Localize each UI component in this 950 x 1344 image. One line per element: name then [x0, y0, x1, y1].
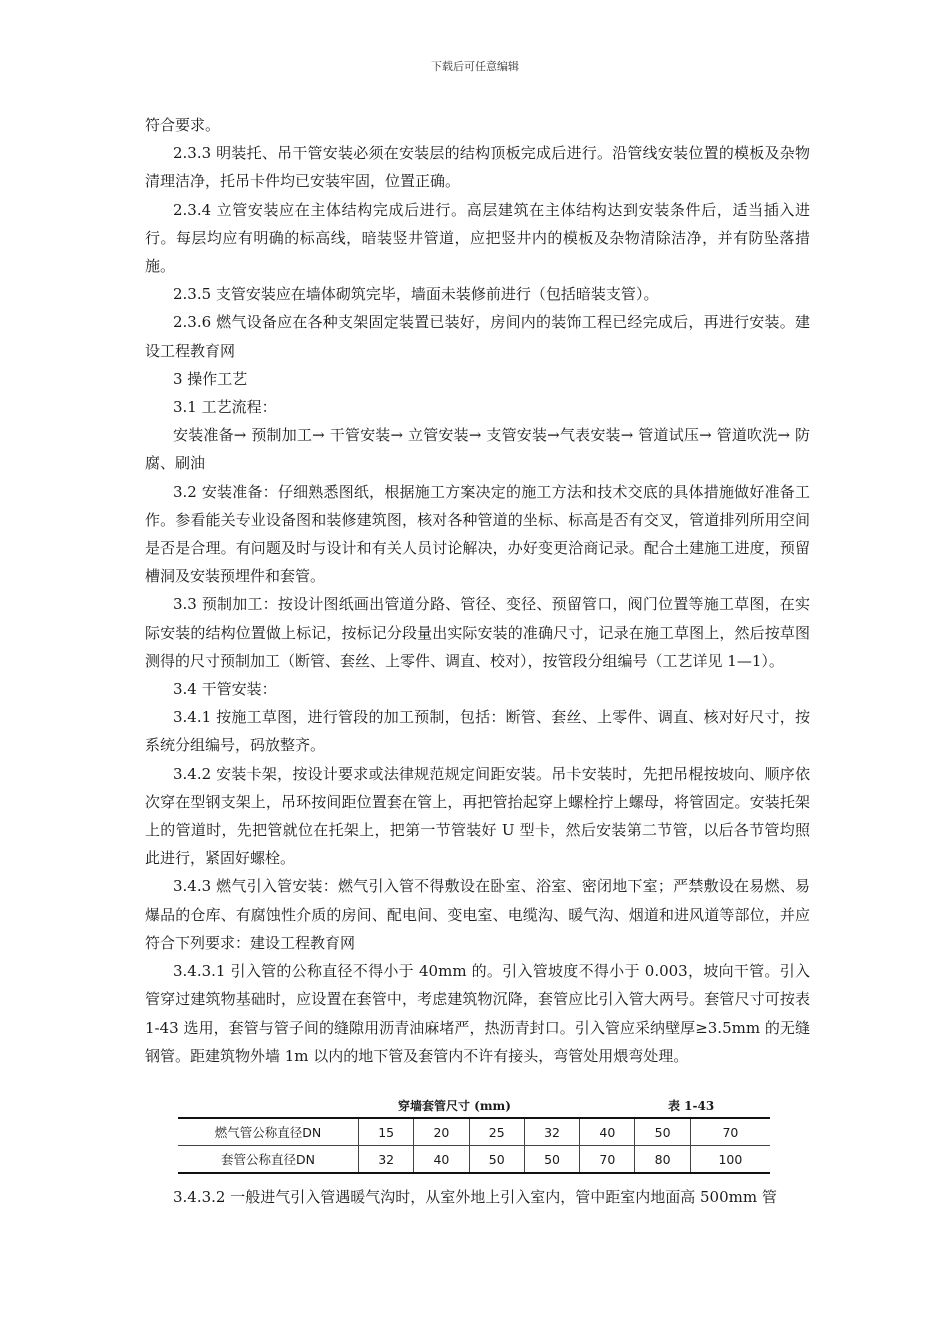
table-cell: 32 [524, 1118, 579, 1146]
table-cell: 100 [690, 1146, 770, 1174]
paragraph: 3.2 安装准备：仔细熟悉图纸，根据施工方案决定的施工方法和技术交底的具体措施做好准备工作。参看能关专业设备图和装修建筑图，核对各种管道的坐标、标高是否有交叉，管道排列所用空间是否是合理。有问题及时与设计和有关人员讨论解决，办好变更洽商记录。配合土建施工进度，预留槽洞及安装预埋件和套管。 [145, 482, 810, 586]
paragraph: 2.3.5 支管安装应在墙体砌筑完毕，墙面未装修前进行（包括暗装支管）。 [173, 285, 659, 304]
table-cell: 50 [469, 1146, 524, 1174]
table-cell: 80 [635, 1146, 690, 1174]
paragraph: 3.4.3.1 引入管的公称直径不得小于 40mm 的。引入管坡度不得小于 0.003，坡向干管。引入管穿过建筑物基础时，应设置在套管中，考虑建筑物沉降，套管应比引入管大两号。套管尺寸可按表 1-43 选用，套管与管子间的缝隙用沥青油麻堵严，热沥青封口。引入管应采纳壁厚≥3.5mm 的无缝钢管。距建筑物外墙 1m 以内的地下管及套管内不许有接头，弯管处用煨弯处理。 [145, 962, 810, 1065]
sleeve-size-table [178, 1095, 770, 1174]
paragraph: 2.3.3 明装托、吊干管安装必须在安装层的结构顶板完成后进行。沿管线安装位置的模板及杂物清理洁净，托吊卡件均已安装牢固，位置正确。 [145, 144, 810, 191]
table-cell: 70 [580, 1146, 635, 1174]
table-cell: 50 [524, 1146, 579, 1174]
table-row [178, 1146, 770, 1174]
paragraph: 符合要求。 [145, 116, 221, 134]
paragraph: 3.4.3 燃气引入管安装：燃气引入管不得敷设在卧室、浴室、密闭地下室；严禁敷设在易燃、易爆品的仓库、有腐蚀性介质的房间、配电间、变电室、电缆沟、暖气沟、烟道和进风道等部位，并应符合下列要求：建设工程教育网 [145, 877, 810, 952]
table-caption [178, 1095, 770, 1117]
section-heading: 3.4 干管安装： [173, 680, 277, 699]
paragraph: 3.4.1 按施工草图，进行管段的加工预制，包括：断管、套丝、上零件、调直、核对好尺寸，按系统分组编号，码放整齐。 [145, 708, 810, 755]
paragraph: 3.4.3.2 一般进气引入管遇暖气沟时，从室外地上引入室内，管中距室内地面高 500mm 管 [173, 1188, 777, 1206]
paragraph: 2.3.6 燃气设备应在各种支架固定装置已装好，房间内的装饰工程已经完成后，再进行安装。建设工程教育网 [145, 313, 810, 360]
table-row [178, 1118, 770, 1146]
table-cell: 32 [359, 1146, 414, 1174]
table-cell: 70 [690, 1118, 770, 1146]
table-cell: 50 [635, 1118, 690, 1146]
process-flow: 安装准备→ 预制加工→ 干管安装→ 立管安装→ 支管安装→气表安装→ 管道试压→ 管道吹洗→ 防腐、刷油 [145, 426, 810, 473]
continued-text [145, 1183, 810, 1211]
row-header: 套管公称直径DN [178, 1146, 359, 1174]
table-cell: 40 [414, 1146, 469, 1174]
data-table [178, 1117, 770, 1174]
table-cell: 40 [580, 1118, 635, 1146]
row-header: 燃气管公称直径DN [178, 1118, 359, 1146]
table-title: 穿墙套管尺寸 (mm) [398, 1099, 511, 1113]
page-header: 下载后可任意编辑 [431, 60, 519, 73]
section-heading: 3 操作工艺 [173, 369, 248, 388]
table-cell: 20 [414, 1118, 469, 1146]
table-cell: 25 [469, 1118, 524, 1146]
table-cell: 15 [359, 1118, 414, 1146]
paragraph: 3.3 预制加工：按设计图纸画出管道分路、管径、变径、预留管口，阀门位置等施工草图，在实际安装的结构位置做上标记，按标记分段量出实际安装的准确尺寸，记录在施工草图上，然后按草图测得的尺寸预制加工（断管、套丝、上零件、调直、校对），按管段分组编号（工艺详见 1—1）。 [145, 595, 810, 670]
paragraph: 2.3.4 立管安装应在主体结构完成后进行。高层建筑在主体结构达到安装条件后，适当插入进行。每层均应有明确的标高线，暗装竖井管道，应把竖井内的模板及杂物清除洁净，并有防坠落措施。 [145, 200, 810, 276]
body-text [145, 111, 810, 1070]
section-heading: 3.1 工艺流程： [173, 398, 277, 417]
paragraph: 3.4.2 安装卡架，按设计要求或法律规范规定间距安装。吊卡安装时，先把吊棍按坡向、顺序依次穿在型钢支架上，吊环按间距位置套在管上，再把管抬起穿上螺栓拧上螺母，将管固定。安装托架上的管道时，先把管就位在托架上，把第一节管装好 U 型卡，然后安装第二节管，以后各节管均照此进行，紧固好螺栓。 [145, 764, 810, 868]
table-number: 表 1-43 [668, 1099, 715, 1113]
